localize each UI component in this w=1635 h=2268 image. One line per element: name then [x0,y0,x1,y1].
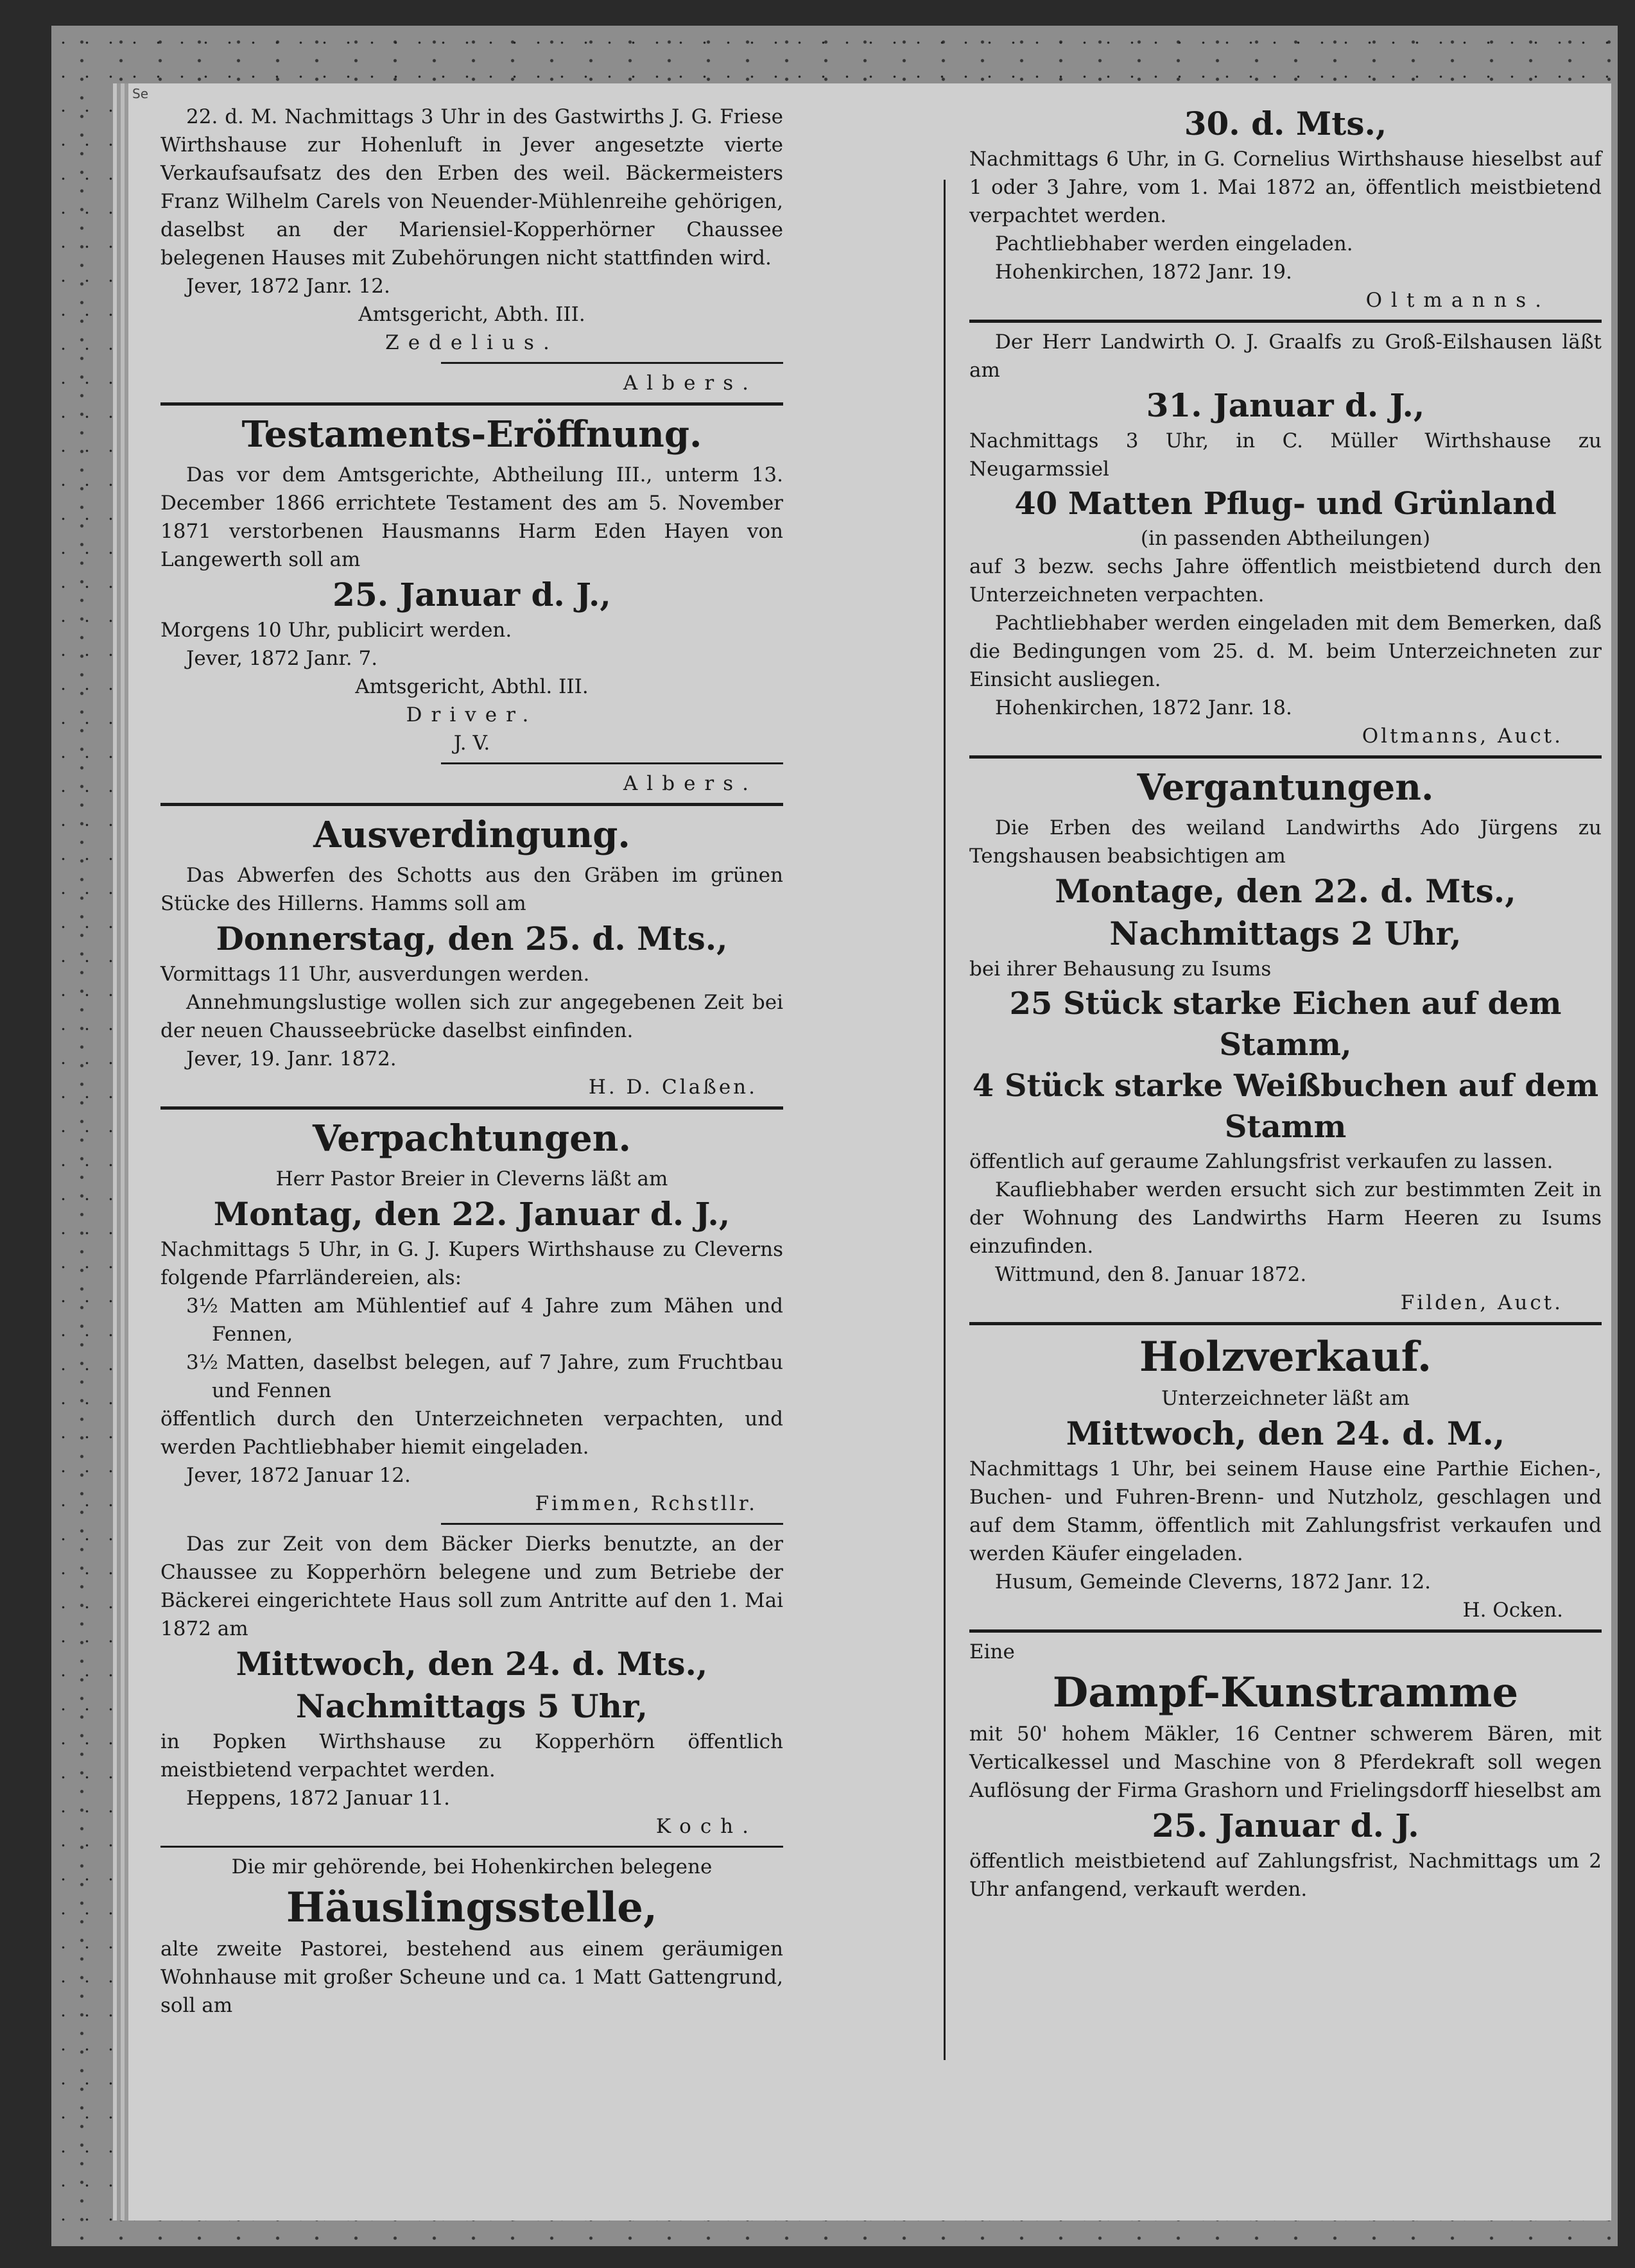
notice-text: Pachtliebhaber werden eingeladen. [995,232,1353,255]
heading-verpachtungen: Verpachtungen. [313,1117,631,1160]
notice-text: Der Herr Landwirth O. J. Graalfs zu Groß-Eilshausen läßt am [969,331,1602,382]
notice-signature: Oltmanns. [1365,289,1550,312]
section-rule [160,402,783,406]
notice-text: 22. d. M. Nachmittags 3 Uhr in des Gastwirths J. G. Friese Wirthshause zur Hohenluft in Jever angesetzte vierte Verkaufsaufsatz des den Erben des weil. Bäckermeisters Franz Wilhelm Carels von Neuender-Mühlenreihe gehörigen, daselbst an der Mariensiel-Kopperhörner Chaussee belegenen Hauses mit Zubehörungen nicht stattfinden wird. [160,105,783,270]
notice-signature: H. D. Claßen. [588,1076,757,1099]
notice-text: Nachmittags 3 Uhr, in C. Müller Wirthshause zu Neugarmssiel [969,429,1602,481]
heading-ausverdingung: Ausverdingung. [313,814,630,856]
heading-testament: Testaments-Eröffnung. [241,413,702,456]
notice-text: alte zweite Pastorei, bestehend aus einem geräumigen Wohnhause mit großer Scheune und ca. 1 Matt Gattengrund, soll am [160,1937,783,2017]
notice-text: Morgens 10 Uhr, publicirt werden. [160,619,512,642]
notice-date-bold: Mittwoch, den 24. d. M., [1066,1414,1505,1452]
notice-text: Kaufliebhaber werden ersucht sich zur bestimmten Zeit in der Wohnung des Landwirths Harm Heeren zu Isums einzufinden. [969,1178,1602,1258]
left-column [160,103,783,2020]
notice-date: Jever, 19. Janr. 1872. [186,1047,397,1070]
notice-text: Nachmittags 6 Uhr, in G. Cornelius Wirthshause hieselbst auf 1 oder 3 Jahre, vom 1. Mai 1872 an, öffentlich meistbietend verpachtet werden. [969,148,1602,227]
notice-date: Hohenkirchen, 1872 Janr. 18. [995,696,1292,719]
notice-signature: Driver. [406,703,538,726]
notice-signature: Zedelius. [385,331,558,354]
section-rule [969,1322,1602,1325]
notice-text: mit 50' hohem Mäkler, 16 Centner schwerem Bären, mit Verticalkessel und Maschine von 8 Pferdekraft soll wegen Auflösung der Firma Grashorn und Frielingsdorff hieselbst am [969,1722,1602,1802]
heading-vergantungen: Vergantungen. [1137,766,1434,809]
notice-date-bold: 30. d. Mts., [1184,105,1387,142]
notice-text: auf 3 bezw. sechs Jahre öffentlich meistbietend durch den Unterzeichneten verpachten. [969,555,1602,606]
notice-date: Wittmund, den 8. Januar 1872. [995,1263,1307,1286]
notice-text: Die mir gehörende, bei Hohenkirchen belegene [231,1855,713,1878]
notice-text: Unterzeichneter läßt am [1161,1387,1410,1410]
section-rule [160,1846,783,1848]
notice-date-bold: 25. Januar d. J. [1152,1807,1419,1844]
section-rule [969,320,1602,323]
notice-signature: Albers. [623,372,757,395]
notice-court: Amtsgericht, Abthl. III. [355,675,589,698]
notice-date: Hohenkirchen, 1872 Janr. 19. [995,261,1292,284]
notice-time-bold: Nachmittags 5 Uhr, [295,1687,648,1725]
list-item: 4 Stück starke Weißbuchen auf dem Stamm [972,1068,1599,1145]
notice-text: bei ihrer Behausung zu Isums [969,958,1272,981]
notice-headline: 40 Matten Pflug- und Grünland [1014,486,1557,522]
notice-signature: J. V. [453,732,490,755]
notice-court: Amtsgericht, Abth. III. [358,303,585,326]
section-rule [969,755,1602,759]
heading-dampf-kunstramme: Dampf-Kunstramme [1052,1669,1519,1717]
signature-rule [441,1523,784,1525]
notice-text: Pachtliebhaber werden eingeladen mit dem Bemerken, daß die Bedingungen vom 25. d. M. beim Unterzeichneten zur Einsicht ausliegen. [969,612,1602,691]
notice-date: Husum, Gemeinde Cleverns, 1872 Janr. 12. [995,1570,1432,1594]
notice-text: Vormittags 11 Uhr, ausverdungen werden. [160,963,590,986]
notice-text: Herr Pastor Breier in Cleverns läßt am [275,1167,668,1190]
list-item: 25 Stück starke Eichen auf dem Stamm, [1009,986,1562,1063]
section-rule [160,1106,783,1110]
margin-label: Se [132,86,148,101]
section-rule [160,803,783,806]
notice-date-bold: 31. Januar d. J., [1146,386,1425,424]
notice-text: Nachmittags 5 Uhr, in G. J. Kupers Wirthshause zu Cleverns folgende Pfarrländereien, als: [160,1238,783,1289]
notice-text: Annehmungslustige wollen sich zur angegebenen Zeit bei der neuen Chausseebrücke daselbst einfinden. [160,991,783,1042]
notice-date: Jever, 1872 Januar 12. [186,1464,411,1487]
notice-signature: Filden, Auct. [1400,1291,1563,1314]
notice-text: öffentlich auf geraume Zahlungsfrist verkaufen zu lassen. [969,1150,1553,1173]
notice-signature: Oltmanns, Auct. [1362,725,1563,748]
notice-date: Jever, 1872 Janr. 12. [186,275,390,298]
list-item: 3½ Matten am Mühlentief auf 4 Jahre zum Mähen und Fennen, [186,1294,783,1346]
notice-signature: Albers. [623,772,757,795]
notice-date: Heppens, 1872 Januar 11. [186,1787,451,1810]
list-item: 3½ Matten, daselbst belegen, auf 7 Jahre, zum Fruchtbau und Fennen [186,1351,783,1402]
notice-text: Das vor dem Amtsgerichte, Abtheilung III., unterm 13. December 1866 errichtete Testament des am 5. November 1871 verstorbenen Hausmanns Harm Eden Hayen von Langewerth soll am [160,463,783,571]
notice-text: (in passenden Abtheilungen) [1140,527,1431,550]
notice-text: Nachmittags 1 Uhr, bei seinem Hause eine Parthie Eichen-, Buchen- und Fuhren-Brenn- und Nutzholz, geschlagen und auf dem Stamm, öffentlich mit Zahlungsfrist verkaufen und werden Käufer eingeladen. [969,1457,1602,1565]
notice-date: Jever, 1872 Janr. 7. [186,647,378,670]
notice-text: Das zur Zeit von dem Bäcker Dierks benutzte, an der Chaussee zu Kopperhörn belegene und zum Betriebe der Bäckerei eingerichtete Haus soll zum Antritte auf den 1. Mai 1872 am [160,1533,783,1640]
notice-signature: H. Ocken. [1462,1599,1563,1622]
notice-date-bold: Montage, den 22. d. Mts., [1055,872,1516,910]
section-rule [969,1629,1602,1633]
notice-date-bold: Donnerstag, den 25. d. Mts., [216,920,728,958]
notice-text: in Popken Wirthshause zu Kopperhörn öffentlich meistbietend verpachtet werden. [160,1730,783,1782]
right-column [969,103,1602,1903]
heading-holzverkauf: Holzverkauf. [1139,1333,1432,1381]
notice-text: Das Abwerfen des Schotts aus den Gräben im grünen Stücke des Hillerns. Hamms soll am [160,864,783,915]
signature-rule [441,762,784,764]
notice-date-bold: Mittwoch, den 24. d. Mts., [236,1645,708,1683]
notice-text: öffentlich meistbietend auf Zahlungsfrist, Nachmittags um 2 Uhr anfangend, verkauft werden. [969,1850,1602,1901]
notice-time-bold: Nachmittags 2 Uhr, [1109,915,1462,952]
column-divider [944,180,946,2060]
notice-text: Die Erben des weiland Landwirths Ado Jürgens zu Tengshausen beabsichtigen am [969,816,1602,868]
notice-text: öffentlich durch den Unterzeichneten verpachten, und werden Pachtliebhaber hiemit eingeladen. [160,1407,783,1459]
notice-date-bold: Montag, den 22. Januar d. J., [213,1195,731,1233]
notice-date-bold: 25. Januar d. J., [333,576,611,614]
notice-signature: Koch. [655,1815,757,1838]
heading-haeuslingsstelle: Häuslingsstelle, [286,1884,658,1932]
notice-signature: Fimmen, Rchstllr. [535,1492,757,1515]
notice-text: Eine [969,1640,1015,1663]
signature-rule [441,362,784,364]
